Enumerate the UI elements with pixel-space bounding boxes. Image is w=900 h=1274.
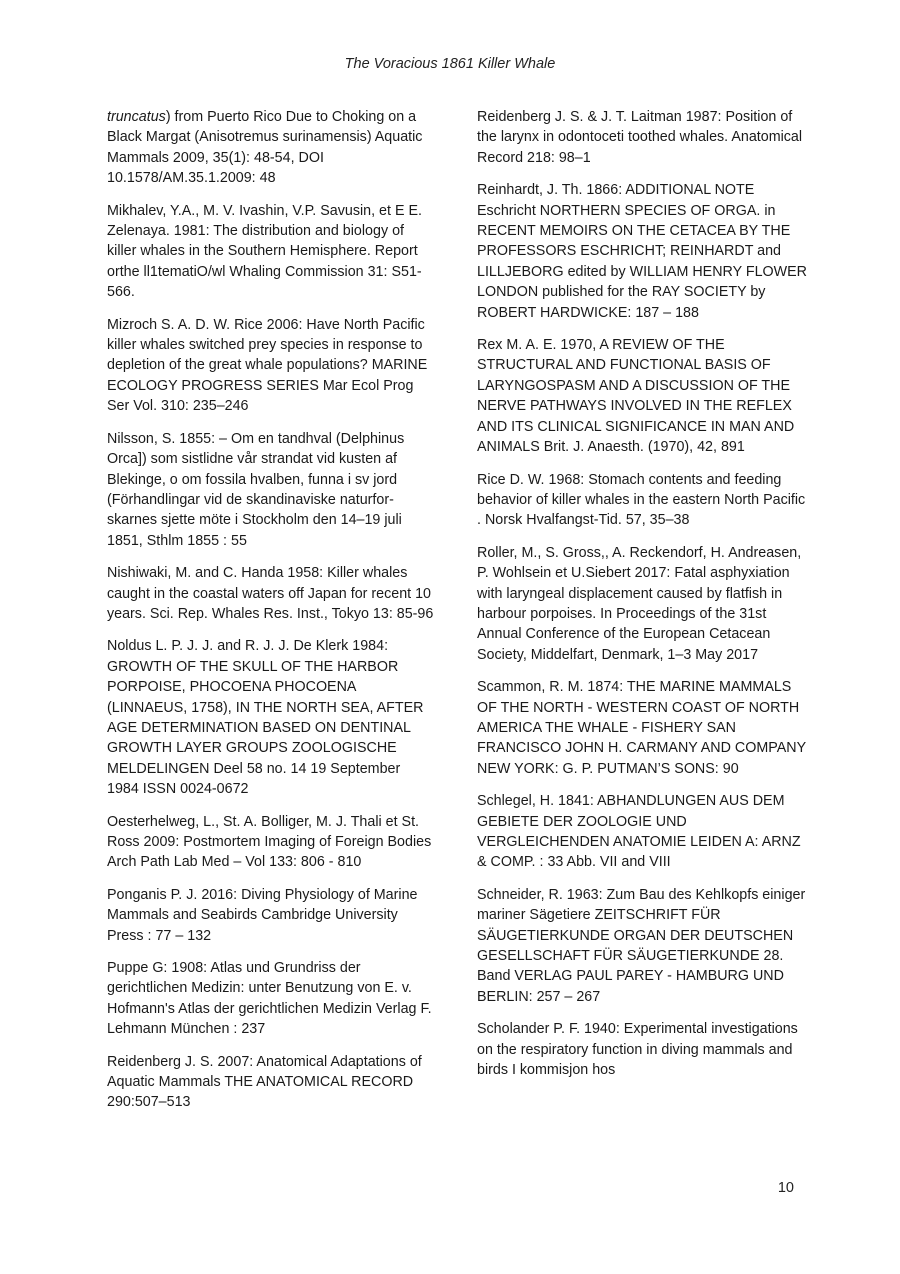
reference-entry: Scammon, R. M. 1874: THE MARINE MAMMALS OF THE NORTH - WESTERN COAST OF NORTH AMERICA THE WHALE - FISHERY SAN FRANCISCO JOHN H. CARMANY AND COMPANY NEW YORK: G. P. PUTMAN’S SONS: 90 — [477, 679, 806, 777]
references-right-column — [477, 107, 807, 1092]
references-left-column — [107, 107, 435, 1125]
reference-entry: Rex M. A. E. 1970, A REVIEW OF THE STRUCTURAL AND FUNCTIONAL BASIS OF LARYNGOSPASM AND A DISCUSSION OF THE NERVE PATHWAYS INVOLVED IN THE REFLEX AND ITS CLINICAL SIGNIFICANCE IN MAN AND ANIMALS Brit. J. Anaesth. (1970), 42, 891 — [477, 337, 795, 456]
reference-entry: Rice D. W. 1968: Stomach contents and feeding behavior of killer whales in the eastern North Pacific . Norsk Hvalfangst-Tid. 57, 35–38 — [477, 471, 806, 529]
reference-entry: Noldus L. P. J. J. and R. J. J. De Klerk 1984: GROWTH OF THE SKULL OF THE HARBOR PORPOISE, PHOCOENA PHOCOENA (LINNAEUS, 1758), IN THE NORTH SEA, AFTER AGE DETERMINATION BASED ON DENTINAL GROWTH LAYER GROUPS ZOOLOGISCHE MELDELINGEN Deel 58 no. 14 19 September 1984 ISSN 0024-0672 — [107, 638, 424, 798]
reference-entry: Ponganis P. J. 2016: Diving Physiology of Marine Mammals and Seabirds Cambridge University Press : 77 – 132 — [107, 886, 418, 944]
reference-entry: Oesterhelweg, L., St. A. Bolliger, M. J. Thali et St. Ross 2009: Postmortem Imaging of Foreign Bodies Arch Path Lab Med – Vol 133: 806 - 810 — [107, 813, 432, 871]
running-title: The Voracious 1861 Killer Whale — [344, 56, 556, 72]
reference-entry: Schlegel, H. 1841: ABHANDLUNGEN AUS DEM GEBIETE DER ZOOLOGIE UND VERGLEICHENDEN ANATOMIE LEIDEN A: ARNZ & COMP. : 33 Abb. VII and VIII — [477, 793, 801, 871]
reference-entry: Schneider, R. 1963: Zum Bau des Kehlkopfs einiger mariner Sägetiere ZEITSCHRIFT FÜR SÄUGETIERKUNDE ORGAN DER DEUTSCHEN GESELLSCHAFT FÜR SÄUGETIERKUNDE 28. Band VERLAG PAUL PAREY - HAMBURG UND BERLIN: 257 – 267 — [477, 886, 806, 1005]
reference-entry: Nilsson, S. 1855: – Om en tandhval (Delphinus Orca]) som sistlidne vår strandat vid kusten af Blekinge, o om fossila hvalben, funna i sv jord (Förhandlingar vid de skandinaviske naturfor-skarnes sjette möte i Stockholm den 14–19 juli 1851, Sthlm 1855 : 55 — [107, 430, 405, 549]
italic-species-name: truncatus — [107, 109, 166, 125]
page-number: 10 — [777, 1180, 794, 1196]
reference-entry: Nishiwaki, M. and C. Handa 1958: Killer whales caught in the coastal waters off Japan for recent 10 years. Sci. Rep. Whales Res. Inst., Tokyo 13: 85-96 — [107, 565, 434, 622]
reference-entry: Puppe G: 1908: Atlas und Grundriss der gerichtlichen Medizin: unter Benutzung von E. v. Hofmann's Atlas der gerichtlichen Medizin Verlag F. Lehmann München : 237 — [107, 960, 432, 1038]
reference-entry: Reidenberg J. S. 2007: Anatomical Adaptations of Aquatic Mammals THE ANATOMICAL RECORD 290:507–513 — [107, 1053, 422, 1111]
reference-entry: truncatus) from Puerto Rico Due to Choking on a Black Margat (Anisotremus surinamensis) Aquatic Mammals 2009, 35(1): 48-54, DOI 10.1578/AM.35.1.2009: 48 — [107, 109, 423, 187]
reference-entry: Reidenberg J. S. & J. T. Laitman 1987: Position of the larynx in odontoceti toothed whales. Anatomical Record 218: 98–1 — [477, 109, 803, 166]
reference-entry: Mizroch S. A. D. W. Rice 2006: Have North Pacific killer whales switched prey species in response to depletion of the great whale populations? MARINE ECOLOGY PROGRESS SERIES Mar Ecol Prog Ser Vol. 310: 235–246 — [107, 316, 428, 415]
reference-entry: Mikhalev, Y.A., M. V. Ivashin, V.P. Savusin, et E E. Zelenaya. 1981: The distribution and biology of killer whales in the Southern Hemisphere. Report orthe ll1tematiO/wl Whaling Commission 31: S51-566. — [107, 202, 422, 301]
reference-entry: Scholander P. F. 1940: Experimental investigations on the respiratory function in diving mammals and birds I kommisjon hos — [477, 1021, 798, 1079]
reference-entry: Reinhardt, J. Th. 1866: ADDITIONAL NOTE Eschricht NORTHERN SPECIES OF ORGA. in RECENT MEMOIRS ON THE CETACEA BY THE PROFESSORS ESCHRICHT; REINHARDT and LILLJEBORG edited by WILLIAM HENRY FLOWER LONDON published for the RAY SOCIETY by ROBERT HARDWICKE: 187 – 188 — [477, 182, 808, 321]
reference-entry: Roller, M., S. Gross,, A. Reckendorf, H. Andreasen, P. Wohlsein et U.Siebert 2017: Fatal asphyxiation with laryngeal displacement caused by flatfish in harbour porpoises. In Proceedings of the 31st Annual Conference of the European Cetacean Society, Middelfart, Denmark, 1–3 May 2017 — [477, 544, 802, 663]
